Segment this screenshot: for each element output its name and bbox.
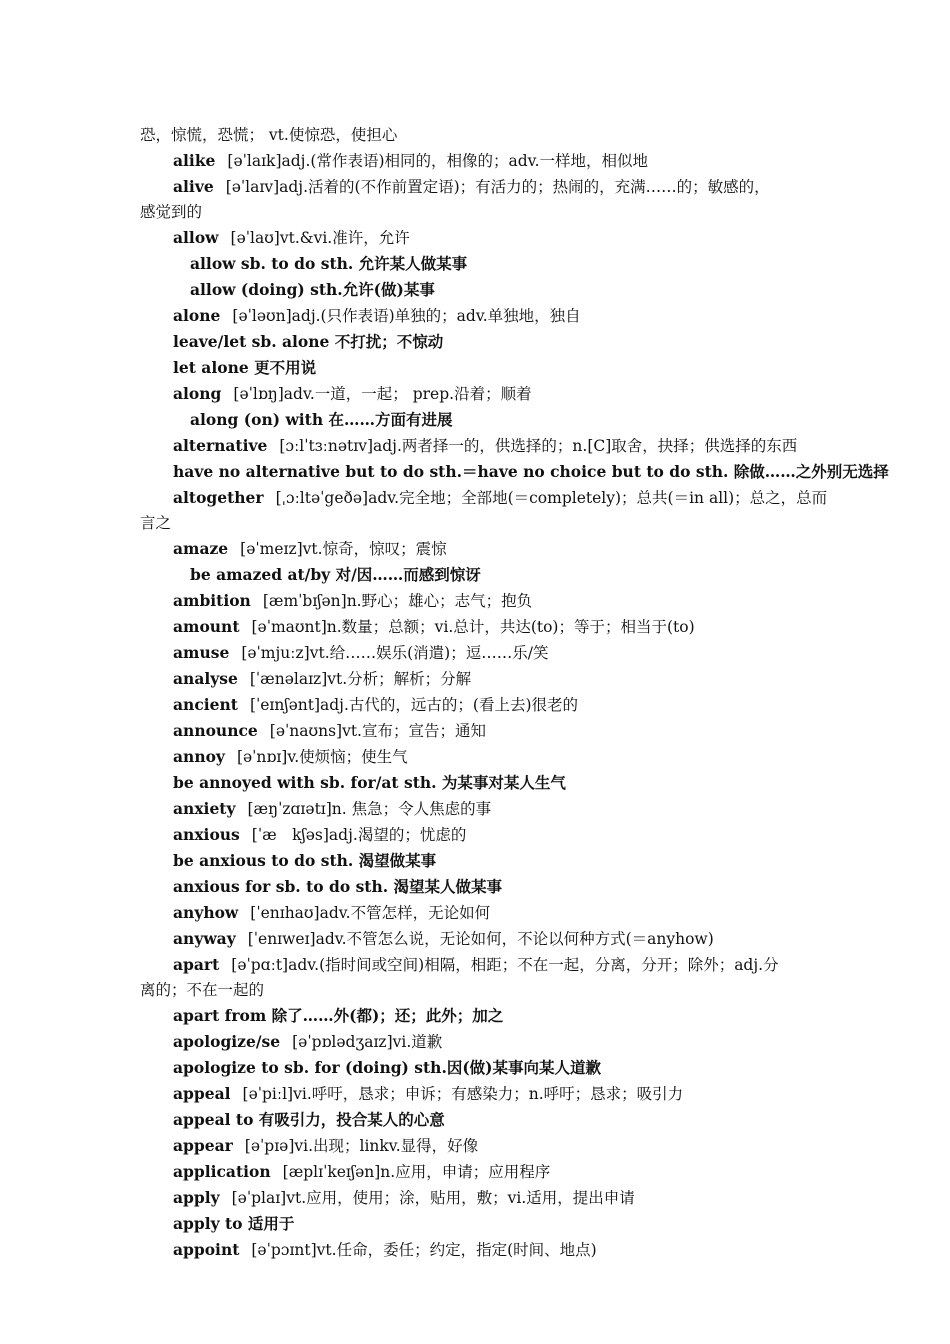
definition: [əˈləʊn]adj.(只作表语)单独的；adv.单独地，独自	[232, 307, 581, 325]
phrase-row	[140, 848, 820, 874]
phrase-row	[140, 329, 820, 355]
definition: [əˈpɒlədʒaɪz]vi.道歉	[292, 1033, 443, 1051]
entry-line	[140, 666, 820, 692]
entry-line	[140, 303, 820, 329]
entry-line	[140, 952, 820, 978]
phrase-line: let alone 更不用说	[173, 358, 317, 377]
definition: [əˈmeɪz]vt.惊奇，惊叹；震惊	[240, 540, 447, 558]
headword: ancient	[173, 695, 238, 714]
headword: alive	[173, 177, 214, 196]
phrase-line: be amazed at/by 对/因……而感到惊讶	[190, 565, 481, 584]
phrase-row	[140, 355, 820, 381]
entry-line	[140, 536, 820, 562]
phrase-line: appeal to 有吸引力，投合某人的心意	[173, 1110, 445, 1129]
headword: amount	[173, 617, 240, 636]
phrase-row	[140, 874, 820, 900]
headword: along	[173, 384, 222, 403]
headword: analyse	[173, 669, 238, 688]
headword: ambition	[173, 591, 251, 610]
headword: alone	[173, 306, 221, 325]
definition: [əˈnaʊns]vt.宣布；宣告；通知	[269, 722, 486, 740]
definition: [ˈæ kʃəs]adj.渴望的；忧虑的	[251, 826, 467, 844]
headword: appeal	[173, 1084, 231, 1103]
phrase-line: anxious for sb. to do sth. 渴望某人做某事	[173, 877, 503, 896]
continuation-row	[140, 200, 820, 225]
continuation-line: 言之	[140, 514, 172, 532]
headword: alternative	[173, 436, 268, 455]
vocabulary-list	[140, 123, 889, 1263]
definition: [æŋˈzɑɪətɪ]n. 焦急；令人焦虑的事	[247, 800, 492, 818]
entry-line	[140, 1185, 820, 1211]
headword: altogether	[173, 488, 264, 507]
headword: appear	[173, 1136, 233, 1155]
phrase-line: allow sb. to do sth. 允许某人做某事	[190, 254, 468, 273]
phrase-line: have no alternative but to do sth.＝have no choice but to do sth. 除做……之外别无选择	[173, 462, 889, 481]
entry-line	[140, 433, 820, 459]
definition: [əˈpiːl]vi.呼吁，恳求；申诉；有感染力；n.呼吁；恳求；吸引力	[242, 1085, 684, 1103]
headword: apart	[173, 955, 220, 974]
headword: alike	[173, 151, 216, 170]
phrase-row	[140, 1107, 820, 1133]
headword: apologize/se	[173, 1032, 281, 1051]
definition: [əˈnɒɪ]v.使烦恼；使生气	[236, 748, 408, 766]
entry-line	[140, 588, 820, 614]
phrase-line: apart from 除了……外(都)；还；此外；加之	[173, 1006, 504, 1025]
continuation-line: 离的；不在一起的	[140, 981, 265, 999]
entry-line	[140, 614, 820, 640]
definition: [əˈpɑːt]adv.(指时间或空间)相隔，相距；不在一起，分离，分开；除外；adj.分	[231, 956, 779, 974]
phrase-line: along (on) with 在……方面有进展	[190, 410, 453, 429]
definition: [ˈenɪhaʊ]adv.不管怎样，无论如何	[250, 904, 491, 922]
headword: allow	[173, 228, 219, 247]
continuation-line: 恐，惊慌，恐慌； vt.使惊恐，使担心	[140, 126, 398, 144]
definition: [ˈeɪnʃənt]adj.古代的，远古的；(看上去)很老的	[249, 696, 578, 714]
phrase-row	[140, 1003, 820, 1029]
phrase-row	[140, 562, 820, 588]
definition: [əˈpɪə]vi.出现；linkv.显得，好像	[244, 1137, 479, 1155]
definition: [əˈlɒŋ]adv.一道，一起； prep.沿着；顺着	[233, 385, 532, 403]
entry-line	[140, 1081, 820, 1107]
headword: appoint	[173, 1240, 240, 1259]
entry-line	[140, 822, 820, 848]
entry-line	[140, 1159, 820, 1185]
entry-line	[140, 744, 820, 770]
entry-line	[140, 796, 820, 822]
entry-line	[140, 1237, 820, 1263]
entry-line	[140, 174, 820, 200]
definition: [əˈplaɪ]vt.应用，使用；涂，贴用，敷；vi.适用，提出申请	[231, 1189, 635, 1207]
entry-line	[140, 485, 828, 511]
headword: anxious	[173, 825, 240, 844]
entry-line	[140, 381, 820, 407]
definition: [əˈmaʊnt]n.数量；总额；vi.总计，共达(to)；等于；相当于(to)	[251, 618, 695, 636]
phrase-row	[140, 1211, 820, 1237]
headword: annoy	[173, 747, 225, 766]
entry-line	[140, 225, 820, 251]
headword: amuse	[173, 643, 230, 662]
entry-line	[140, 900, 820, 926]
headword: anxiety	[173, 799, 236, 818]
definition: [ˌɔːltəˈgeðə]adv.完全地；全部地(＝completely)；总共(＝in all)；总之，总而	[275, 489, 828, 507]
headword: anyway	[173, 929, 236, 948]
definition: [əˈpɔɪnt]vt.任命，委任；约定，指定(时间、地点)	[251, 1241, 597, 1259]
phrase-line: be anxious to do sth. 渴望做某事	[173, 851, 437, 870]
headword: anyhow	[173, 903, 239, 922]
phrase-line: be annoyed with sb. for/at sth. 为某事对某人生气	[173, 773, 566, 792]
headword: announce	[173, 721, 258, 740]
entry-line	[140, 1029, 820, 1055]
continuation-line: 感觉到的	[140, 203, 203, 221]
definition: [æmˈbɪʃən]n.野心；雄心；志气；抱负	[262, 592, 533, 610]
headword: application	[173, 1162, 271, 1181]
entry-line	[140, 718, 820, 744]
phrase-row	[140, 459, 889, 485]
phrase-row	[140, 407, 820, 433]
definition: [əˈlaɪv]adj.活着的(不作前置定语)；有活力的；热闹的，充满……的；敏感的，	[225, 178, 770, 196]
entry-line	[140, 148, 820, 174]
phrase-line: leave/let sb. alone 不打扰；不惊动	[173, 332, 444, 351]
phrase-line: apply to 适用于	[173, 1214, 295, 1233]
definition: [ˈænəlaɪz]vt.分析；解析；分解	[249, 670, 472, 688]
phrase-row	[140, 770, 820, 796]
headword: amaze	[173, 539, 229, 558]
entry-line	[140, 692, 820, 718]
continuation-row	[140, 123, 820, 148]
entry-line	[140, 1133, 820, 1159]
entry-line	[140, 926, 820, 952]
definition: [əˈlaʊ]vt.&vi.准许，允许	[230, 229, 410, 247]
definition: [ɔːlˈtɜːnətɪv]adj.两者择一的，供选择的；n.[C]取舍，抉择；供选择的东西	[279, 437, 798, 455]
definition: [əˈlaɪk]adj.(常作表语)相同的，相像的；adv.一样地，相似地	[227, 152, 648, 170]
headword: apply	[173, 1188, 220, 1207]
phrase-row	[140, 277, 820, 303]
definition: [ˈenɪweɪ]adv.不管怎么说，无论如何，不论以何种方式(＝anyhow)	[247, 930, 714, 948]
continuation-row	[140, 511, 820, 536]
phrase-line: apologize to sb. for (doing) sth.因(做)某事向某人道歉	[173, 1058, 602, 1077]
definition: [æplɪˈkeɪʃən]n.应用，申请；应用程序	[282, 1163, 551, 1181]
definition: [əˈmjuːz]vt.给……娱乐(消遣)；逗……乐/笑	[241, 644, 549, 662]
phrase-row	[140, 251, 820, 277]
entry-line	[140, 640, 820, 666]
continuation-row	[140, 978, 820, 1003]
phrase-line: allow (doing) sth.允许(做)某事	[190, 280, 435, 299]
phrase-row	[140, 1055, 820, 1081]
